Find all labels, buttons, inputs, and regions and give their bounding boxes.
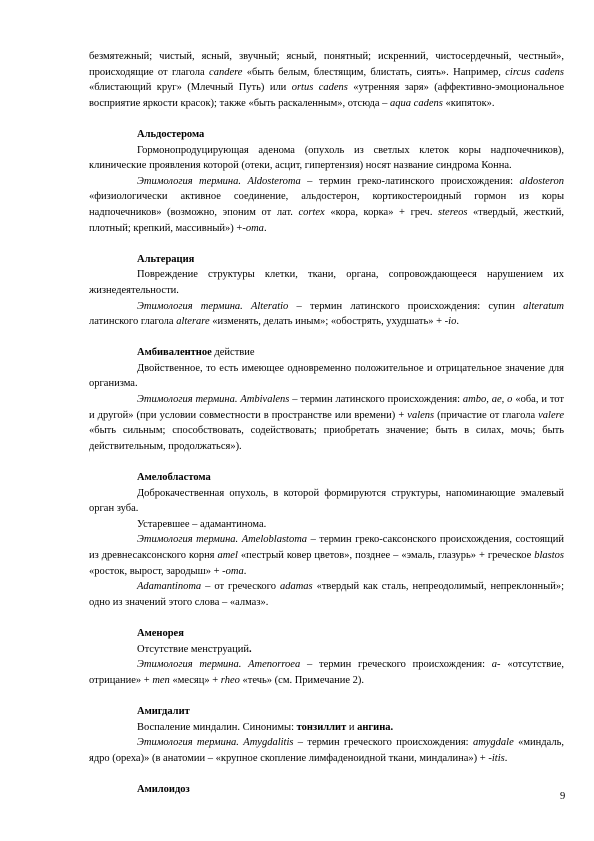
text-run: Повреждение структуры клетки, ткани, органа, сопровождающееся нарушением их жизнедеятельности. xyxy=(89,269,564,296)
text-run: «изменять, делать иным»; «обострять, ухудшать» + xyxy=(209,316,445,328)
entry-paragraph xyxy=(89,361,564,392)
text-run: «быть белым, блестящим, блистать, сиять». Например, xyxy=(242,66,506,78)
text-run: ortus cadens xyxy=(291,82,348,94)
entry-title xyxy=(137,252,564,268)
text-run: «миндаль, ядро (ореха)» (в анатомии – «крупное скопление лимфаденоидной ткани, миндалина») + xyxy=(89,737,564,764)
entry-title-text: Амилоидоз xyxy=(137,783,190,795)
text-run: «кипяток». xyxy=(442,97,495,109)
text-run: латинского глагола xyxy=(89,316,177,328)
page-number: 9 xyxy=(560,791,566,802)
text-run: «пестрый ковер цветов», позднее – «эмаль, глазурь» + греческое xyxy=(237,550,535,561)
text-run: amel xyxy=(217,550,238,561)
entry-paragraph xyxy=(89,392,564,454)
text-run: «отсутствие, отрицание» + xyxy=(89,659,564,686)
text-run: «блистающий круг» (Млечный Путь) или xyxy=(89,82,292,94)
text-run: -oma xyxy=(222,565,244,577)
text-run: -itis xyxy=(488,752,505,764)
entry-title xyxy=(137,127,564,143)
text-run: a- xyxy=(491,659,501,671)
entry-title-text: Амелобластома xyxy=(137,472,211,484)
text-run: adamas xyxy=(279,581,313,593)
text-run: – термин греко-латинского происхождения: xyxy=(300,175,520,187)
text-run: Этимология термина. Ambivalens xyxy=(137,394,290,406)
text-run: «кора, корка» + греч. xyxy=(324,206,439,218)
entry-paragraph xyxy=(89,517,564,533)
text-run: . xyxy=(263,222,267,234)
text-run: Этимология термина. Alteratio xyxy=(137,300,289,312)
text-run: -oma xyxy=(242,222,264,234)
text-run: – термин греческого происхождения: xyxy=(300,659,492,671)
text-run: ангина. xyxy=(357,721,394,733)
text-run: valere xyxy=(538,409,564,421)
text-run: Отсутствие менструаций xyxy=(137,643,249,655)
text-run: candere xyxy=(209,66,243,78)
text-run: и xyxy=(346,721,358,733)
text-run: valens xyxy=(407,409,435,421)
text-run: . xyxy=(504,752,508,764)
text-run: Воспаление миндалин. Синонимы: xyxy=(137,721,297,733)
text-run: circus cadens xyxy=(505,66,565,78)
text-run: . xyxy=(248,643,252,655)
text-run: aldosteron xyxy=(519,175,564,187)
text-run: «росток, вырост, зародыш» + xyxy=(89,565,223,577)
text-run: alterare xyxy=(176,316,210,328)
intro-paragraph xyxy=(89,49,564,111)
text-run: «течь» (см. Примечание 2). xyxy=(239,674,365,686)
text-run: -io xyxy=(444,316,457,328)
entry-paragraph xyxy=(89,143,564,174)
entry-paragraph xyxy=(89,642,564,658)
text-run: aqua cadens xyxy=(390,97,443,109)
entry-alteratsiya xyxy=(89,252,564,330)
entry-paragraph xyxy=(89,735,564,766)
entry-paragraph xyxy=(89,174,564,236)
text-run: cortex xyxy=(298,206,325,218)
entry-amiloidoz xyxy=(89,782,564,798)
text-run: «твердый как сталь, непреодолимый, непреклонный»; одно из значений этого слова – «алмаз». xyxy=(89,581,564,608)
text-run: безмятежный; чистый, ясный, звучный; ясный, понятный; искренний, чистосердечный, честный», происходящие от глагола xyxy=(89,51,564,78)
text-run: Гормонопродуцирующая аденома (опухоль из светлых клеток коры надпочечников), клинические проявления которой (отеки, асцит, гипертензия) носят название синдрома Конна. xyxy=(89,144,564,172)
entry-title-text: Альтерация xyxy=(137,253,195,265)
entry-ameloblastoma xyxy=(89,470,564,610)
entry-title-suffix: действие xyxy=(211,347,255,359)
text-run: «физиологически активное соединение, альдостерон, кортикостероидный гормон из коры надпочечников» (возможно, эпоним от лат. xyxy=(89,191,564,218)
entry-title xyxy=(137,470,564,486)
text-run: Устаревшее – адамантинома. xyxy=(137,518,267,530)
text-run: men xyxy=(152,674,170,686)
document-body xyxy=(89,49,564,798)
text-run: Этимология термина. Amenorroea xyxy=(137,659,301,671)
text-run: Этимология термина. Ameloblastoma xyxy=(137,534,308,546)
text-run: – термин латинского происхождения: xyxy=(289,394,463,406)
entry-amigdalit xyxy=(89,704,564,766)
text-run: «оба, и тот и другой» (при условии совместности в пространстве или времени) + xyxy=(89,394,564,421)
entry-title xyxy=(137,782,564,798)
entry-paragraph xyxy=(89,720,564,736)
text-run: (причастие от глагола xyxy=(434,409,539,421)
text-run: . xyxy=(456,316,459,328)
text-run: blastos xyxy=(534,550,564,561)
entry-title-text: Амбивалентное xyxy=(137,347,212,359)
text-run: тонзиллит xyxy=(296,721,347,733)
entry-paragraph xyxy=(89,267,564,298)
text-run: – термин латинского происхождения: супин xyxy=(288,300,524,312)
entry-paragraph xyxy=(89,579,564,610)
text-run: – термин греко-саксонского происхождения, состоящий из древнесаксонского корня xyxy=(89,534,564,561)
entry-title-text: Альдостерома xyxy=(137,128,205,140)
entry-paragraph xyxy=(89,299,564,330)
text-run: Adamantinoma xyxy=(137,581,202,593)
entry-paragraph xyxy=(89,486,564,517)
entry-title-text: Аменорея xyxy=(137,627,184,639)
entry-title-text: Амигдалит xyxy=(137,705,190,717)
entry-amenoreya xyxy=(89,626,564,688)
text-run: rheo xyxy=(220,674,240,686)
text-run: stereos xyxy=(438,206,468,218)
entry-paragraph xyxy=(89,532,564,579)
entry-title xyxy=(137,345,564,361)
text-run: «быть сильным; способствовать, содействовать; приобретать значение; быть в силах, мочь; быть действительным, продолжаться»). xyxy=(89,425,564,452)
entry-title xyxy=(137,626,564,642)
entry-aldosteroma xyxy=(89,127,564,236)
text-run: . xyxy=(243,565,247,577)
text-run: Этимология термина. Amygdalitis xyxy=(137,737,294,749)
text-run: – от греческого xyxy=(201,581,280,593)
text-run: ambo, ae, o xyxy=(462,394,513,406)
text-run: Доброкачественная опухоль, в которой формируются структуры, напоминающие эмалевый орган зуба. xyxy=(89,487,564,515)
entries-list xyxy=(89,127,564,798)
text-run: – термин греческого происхождения: xyxy=(293,737,473,749)
text-run: «утренняя заря» (аффективно-эмоциональное восприятие яркости красок); также «быть раскаленным», отсюда – xyxy=(89,82,565,109)
text-run: amygdale xyxy=(472,737,514,749)
text-run: alteratum xyxy=(523,300,564,312)
text-run: «твердый, жесткий, плотный; крепкий, массивный») + xyxy=(89,206,565,234)
entry-paragraph xyxy=(89,657,564,688)
text-run: «месяц» + xyxy=(169,674,221,686)
text-run: Двойственное, то есть имеющее одновременно положительное и отрицательное значение для организма. xyxy=(89,362,564,390)
entry-title xyxy=(137,704,564,720)
text-run: Этимология термина. Aldosteroma xyxy=(137,175,301,187)
entry-ambivalentnoe xyxy=(89,345,564,454)
